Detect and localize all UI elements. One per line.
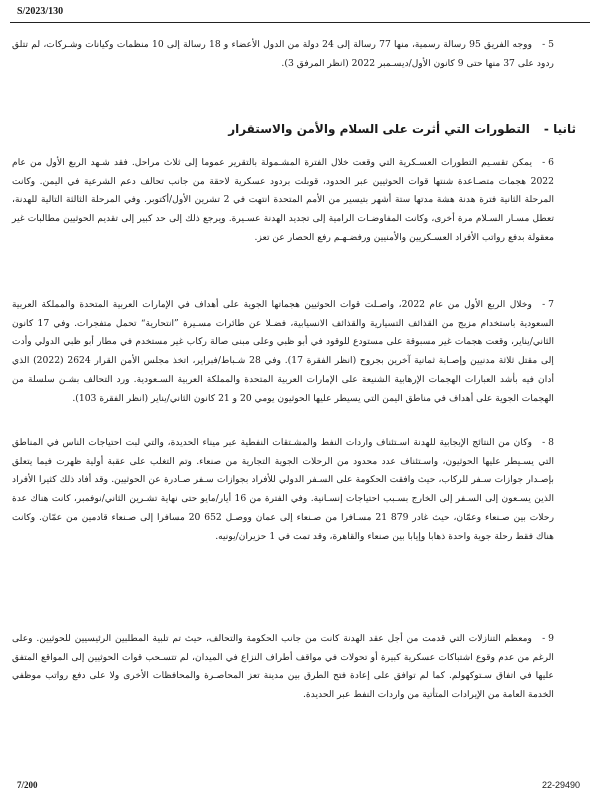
page-number: 7/200 <box>17 780 38 790</box>
paragraph-8 <box>12 434 554 546</box>
paragraph-6 <box>12 154 554 248</box>
section-number: ثانيا - <box>543 122 576 136</box>
paragraph-number: 6 - <box>542 157 554 168</box>
paragraph-7 <box>12 296 554 408</box>
paragraph-text: وكان من النتائج الإيجابية للهدنة اسـتئناف واردات النفط والمشـتقات النفطية عبر ميناء الحديدة، والتي لبت احتياجات الناس في المناطق التي يسـيطر عليها الحوثيون، واسـتئناف عدد محدود من الرحلات الجوية التجارية من صنعاء. وتم التغلب على عقبة أولية ظهرت فيما يتعلق بإصـدار جوازات سـفر للركاب، حيث وافقت الحكومة على السـفر الدولي للأفراد بجوازات سـفر صـادرة عن الحوثيين. وقد أفاد ذلك كثيرا الأفراد الذين يسـعون إلى السـفر إلى الخارج بسـبب احتياجات إنسـانية. وفي الفترة من 16 أيار/مايو حتى نهاية تشـرين الثاني/نوفمبر، كانت هناك عدة رحلات بين صـنعاء وعمّان، حيث غادر 879 21 مسـافرا من صـنعاء إلى عمان ووصـل 652 20 مسافرا إلى صـنعاء قادمين من عمّان. وكانت هناك فقط رحلة جوية واحدة ذهابا وإيابا بين صنعاء والقاهرة، وقد تمت في 1 حزيران/يونيه. <box>12 437 555 542</box>
paragraph-number: 7 - <box>542 299 554 310</box>
paragraph-9 <box>12 630 554 705</box>
paragraph-text: ووجه الفريق 95 رسالة رسمية، منها 77 رسالة إلى 24 دولة من الدول الأعضاء و 18 رسالة إلى 10 منظمات وكيانات وشـركات، لم تتلق ردود على 37 منها حتى 9 كانون الأول/ديسـمبر 2022 (انظر المرفق 3). <box>12 39 554 69</box>
section-title: التطورات التي أثرت على السلام والأمن والاستقرار <box>228 122 530 136</box>
section-heading <box>228 122 576 136</box>
paragraph-number: 5 - <box>542 39 555 50</box>
document-symbol: S/2023/130 <box>17 6 64 17</box>
job-number: 22-29490 <box>541 780 580 790</box>
paragraph-number: 9 - <box>542 633 554 644</box>
page-content <box>12 36 588 772</box>
paragraph-text: ومعظم التنازلات التي قدمت من أجل عقد الهدنة كانت من جانب الحكومة والتحالف، حيث تم تلبية المطلبين الرئيسيين للحوثيين. وعلى الرغم من عدم وقوع اشتباكات عسكرية كبيرة أو تحولات في مواقف أطراف النزاع في الميدان، لم تتسـحب قوات الحوثيين إلى المواقع المتفق عليها في اتفاق سـتوكهولم. كما لم توافق على إعادة فتح الطرق بين مدينة تعز المحاصـرة والمحافظات الأخرى ولا على دفع رواتب موظفي الخدمة العامة من الإيرادات المتأتية من واردات النفط عبر الحديدة. <box>12 633 554 701</box>
header-rule <box>10 22 590 23</box>
paragraph-5 <box>12 36 554 73</box>
paragraph-number: 8 - <box>542 437 554 448</box>
paragraph-text: يمكن تقسـيم التطورات العسـكرية التي وقعت خلال الفترة المشـمولة بالتقرير عموما إلى ثلاث مراحل. فقد شـهد الربع الأول من عام 2022 هجمات متصـاعدة شنتها قوات الحوثيين عبر الحدود، قوبلت بردود عسكرية لاحقة من جانب تحالف دعم الشرعية في اليمن. وكانت المرحلة الثانية فترة هدنة هشة مدتها ستة أشهر بتيسير من الأمم المتحدة انتهت في 2 تشرين الأول/أكتوبر. وفي المرحلة الثالثة التالية للهدنة، تعطل مسـار السـلام مرة أخرى، وكانت المفاوضـات الرامية إلى تجديد الهدنة عسـيرة. ويرجع ذلك إلى حد كبير إلى تقديم الحوثيين مطالبات غير معقولة بدفع رواتب الأفراد العسـكريين والأمنيين ورفضـهـم رفع الحصار عن تعز. <box>12 157 554 243</box>
paragraph-text: وخلال الربع الأول من عام 2022، واصـلت قوات الحوثيين هجماتها الجوية على أهداف في الإمارات العربية المتحدة والمملكة العربية السعودية باستخدام مزيج من القذائف التسيارية والقذائف الانسيابية، فضـلا عن طائرات مسـيرة ”انتحارية“ تحمل متفجرات. وفي 17 كانون الثاني/يناير، وقعت هجمات غير مسبوقة على مستودع للوقود في أبو ظبي وعلى مبنى صالة ركاب غير مستخدم في مطار أبو ظبي الدولي وأدت إلى مقتل ثلاثة مدنيين وإصـابة ثمانية آخرين بجروح (انظر الفقرة 17). وفي 28 شـباط/فبراير، اتخذ مجلس الأمن القرار 2624 (2022) الذي أدان فيه بأشد العبارات الهجمات الإرهابية الشنيعة على الإمارات العربية المتحدة والمملكة العربية السـعودية. ورد التحالف بشـن سلسلة من الهجمات الجوية على أهداف في مناطق اليمن التي يسيطر عليها الحوثيون يومي 20 و 21 كانون الثاني/يناير (انظر الفقرة 103). <box>12 299 554 404</box>
